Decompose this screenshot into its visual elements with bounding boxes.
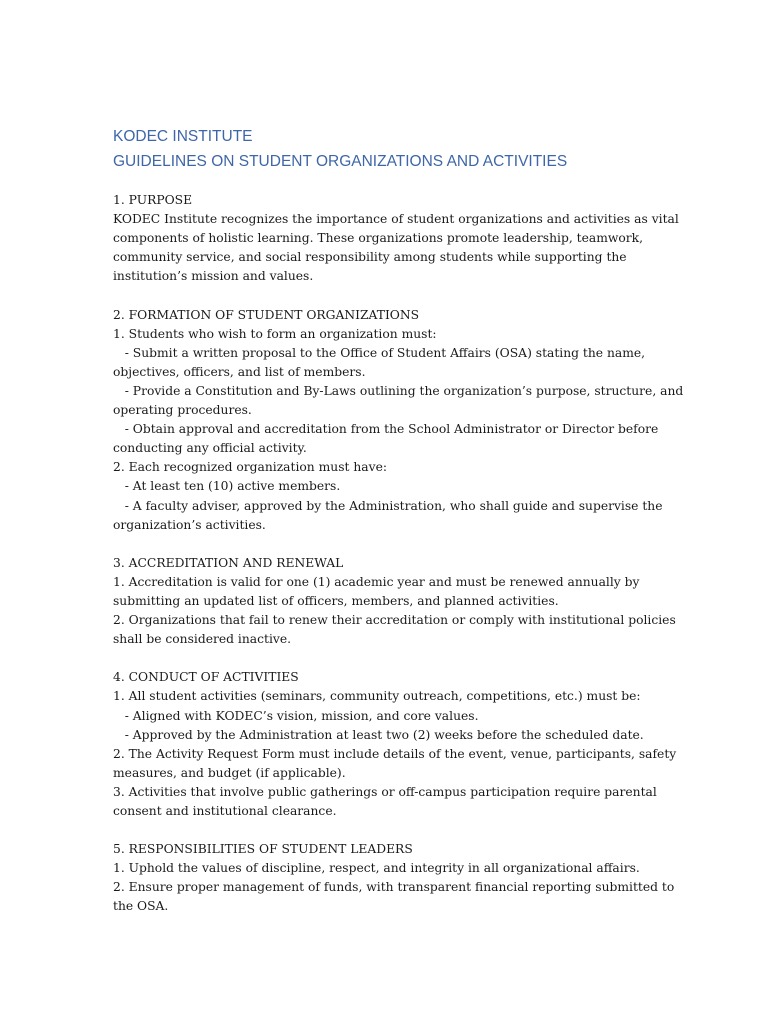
section-line: - Submit a written proposal to the Office of Student Affairs (OSA) stating the name,: [113, 345, 646, 360]
section-2: [113, 306, 684, 535]
section-3: [113, 554, 676, 649]
section-line: community service, and social responsibility among students while supporting the: [113, 250, 627, 265]
section-line: 2. Organizations that fail to renew their accreditation or comply with institutional policies: [113, 613, 676, 628]
section-line: 3. Activities that involve public gatherings or off-campus participation require parental: [113, 784, 657, 799]
document-title: GUIDELINES ON STUDENT ORGANIZATIONS AND ACTIVITIES: [113, 153, 568, 170]
section-line: - Provide a Constitution and By-Laws outlining the organization’s purpose, structure, and: [113, 383, 684, 398]
section-line: objectives, officers, and list of members.: [113, 364, 366, 379]
section-line: components of holistic learning. These organizations promote leadership, teamwork,: [113, 231, 644, 246]
section-heading: 5. RESPONSIBILITIES OF STUDENT LEADERS: [113, 842, 413, 857]
section-line: 2. Ensure proper management of funds, with transparent financial reporting submitted to: [113, 880, 675, 895]
section-line: 1. All student activities (seminars, community outreach, competitions, etc.) must be:: [113, 689, 641, 704]
section-line: - At least ten (10) active members.: [113, 479, 341, 494]
section-line: shall be considered inactive.: [113, 632, 292, 647]
section-line: KODEC Institute recognizes the importance of student organizations and activities as vital: [113, 212, 679, 227]
section-line: 1. Students who wish to form an organization must:: [113, 326, 437, 341]
section-line: the OSA.: [113, 899, 169, 914]
section-heading: 4. CONDUCT OF ACTIVITIES: [113, 670, 299, 685]
section-4: [113, 668, 677, 821]
section-line: institution’s mission and values.: [113, 269, 314, 284]
section-line: - Approved by the Administration at least two (2) weeks before the scheduled date.: [113, 727, 644, 742]
section-line: - Aligned with KODEC’s vision, mission, and core values.: [113, 708, 479, 723]
section-line: - A faculty adviser, approved by the Administration, who shall guide and supervise the: [113, 498, 663, 513]
section-heading: 1. PURPOSE: [113, 193, 193, 207]
document-body: [113, 191, 684, 917]
section-1: [113, 191, 679, 286]
section-line: 1. Accreditation is valid for one (1) academic year and must be renewed annually by: [113, 574, 640, 589]
section-heading: 2. FORMATION OF STUDENT ORGANIZATIONS: [113, 307, 420, 322]
section-5: [113, 840, 675, 916]
section-line: submitting an updated list of officers, members, and planned activities.: [113, 593, 559, 608]
section-line: 2. Each recognized organization must have:: [113, 460, 387, 475]
section-line: measures, and budget (if applicable).: [113, 765, 346, 780]
section-line: 2. The Activity Request Form must include details of the event, venue, participants, safety: [113, 746, 677, 761]
document-page: [113, 124, 684, 917]
section-line: - Obtain approval and accreditation from the School Administrator or Director before: [113, 422, 659, 437]
section-heading: 3. ACCREDITATION AND RENEWAL: [113, 555, 344, 570]
section-line: conducting any official activity.: [113, 441, 307, 456]
section-line: consent and institutional clearance.: [113, 804, 337, 818]
institution-title: KODEC INSTITUTE: [113, 128, 253, 145]
section-line: 1. Uphold the values of discipline, respect, and integrity in all organizational affairs.: [113, 861, 640, 876]
document-header: [113, 124, 653, 174]
section-line: organization’s activities.: [113, 517, 266, 532]
section-line: operating procedures.: [113, 403, 252, 418]
